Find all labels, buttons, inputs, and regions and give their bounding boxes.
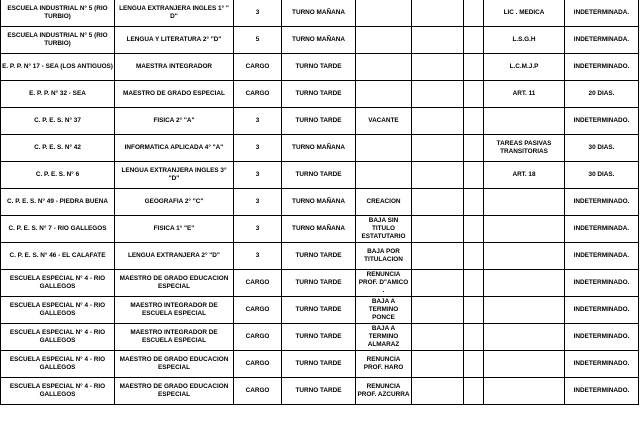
leave-cell [484, 243, 565, 270]
hours-cell: CARGO [234, 351, 282, 378]
empty-cell [464, 270, 484, 297]
reason-cell [356, 0, 412, 27]
hours-cell: CARGO [234, 54, 282, 81]
duration-cell: INDETERMINADO. [565, 54, 639, 81]
school-cell: ESCUELA ESPECIAL N° 4 - RIO GALLEGOS [1, 270, 115, 297]
table-row [1, 270, 639, 297]
reason-cell: BAJA A TERMINO PONCE [356, 297, 412, 324]
reason-cell [356, 162, 412, 189]
empty-cell [464, 324, 484, 351]
reason-cell [356, 135, 412, 162]
shift-cell: TURNO MAÑANA [282, 216, 356, 243]
hours-cell: CARGO [234, 297, 282, 324]
leave-cell [484, 189, 565, 216]
empty-cell [412, 135, 464, 162]
subject-cell: MAESTRO DE GRADO EDUCACION ESPECIAL [115, 351, 234, 378]
shift-cell: TURNO MAÑANA [282, 135, 356, 162]
duration-cell: INDETERMINADA. [565, 243, 639, 270]
hours-cell: 5 [234, 27, 282, 54]
leave-cell: ART. 11 [484, 81, 565, 108]
school-cell: C. P. E. S. N° 46 - EL CALAFATE [1, 243, 115, 270]
empty-cell [412, 270, 464, 297]
subject-cell: MAESTRA INTEGRADOR [115, 54, 234, 81]
empty-cell [464, 108, 484, 135]
table-row [1, 243, 639, 270]
school-cell: E. P. P. N° 32 - SEA [1, 81, 115, 108]
empty-cell [412, 189, 464, 216]
hours-cell: 3 [234, 0, 282, 27]
subject-cell: MAESTRO INTEGRADOR DE ESCUELA ESPECIAL [115, 324, 234, 351]
hours-cell: 3 [234, 243, 282, 270]
empty-cell [412, 0, 464, 27]
school-cell: C. P. E. S. N° 6 [1, 162, 115, 189]
hours-cell: CARGO [234, 270, 282, 297]
shift-cell: TURNO TARDE [282, 297, 356, 324]
duration-cell: 30 DIAS. [565, 135, 639, 162]
empty-cell [412, 324, 464, 351]
empty-cell [464, 243, 484, 270]
subject-cell: MAESTRO DE GRADO ESPECIAL [115, 81, 234, 108]
table-row [1, 297, 639, 324]
shift-cell: TURNO MAÑANA [282, 27, 356, 54]
leave-cell [484, 270, 565, 297]
table-row [1, 81, 639, 108]
duration-cell: INDETERMINADO. [565, 270, 639, 297]
empty-cell [464, 189, 484, 216]
duration-cell: INDETERMINADO. [565, 378, 639, 405]
leave-cell [484, 297, 565, 324]
leave-cell: LIC . MEDICA [484, 0, 565, 27]
empty-cell [412, 378, 464, 405]
hours-cell: 3 [234, 135, 282, 162]
shift-cell: TURNO TARDE [282, 351, 356, 378]
reason-cell: CREACION [356, 189, 412, 216]
empty-cell [412, 162, 464, 189]
empty-cell [464, 297, 484, 324]
table-body [1, 0, 639, 405]
shift-cell: TURNO TARDE [282, 324, 356, 351]
table-row [1, 135, 639, 162]
empty-cell [464, 135, 484, 162]
duration-cell: INDETERMINADA. [565, 216, 639, 243]
shift-cell: TURNO MAÑANA [282, 0, 356, 27]
leave-cell [484, 324, 565, 351]
shift-cell: TURNO TARDE [282, 108, 356, 135]
reason-cell: RENUNCIA PROF. AZCURRA [356, 378, 412, 405]
reason-cell: BAJA POR TITULACION [356, 243, 412, 270]
leave-cell: L.C.M.J.P [484, 54, 565, 81]
school-cell: ESCUELA ESPECIAL N° 4 - RIO GALLEGOS [1, 351, 115, 378]
duration-cell: 30 DIAS. [565, 162, 639, 189]
table-row [1, 351, 639, 378]
school-cell: C. P. E. S. N° 7 - RIO GALLEGOS [1, 216, 115, 243]
empty-cell [464, 378, 484, 405]
subject-cell: MAESTRO DE GRADO EDUCACION ESPECIAL [115, 270, 234, 297]
duration-cell: INDETERMINADO. [565, 351, 639, 378]
table-row [1, 216, 639, 243]
school-cell: C. P. E. S. N° 42 [1, 135, 115, 162]
table-row [1, 162, 639, 189]
subject-cell: MAESTRO INTEGRADOR DE ESCUELA ESPECIAL [115, 297, 234, 324]
empty-cell [464, 162, 484, 189]
duration-cell: INDETERMINADO. [565, 297, 639, 324]
table-row [1, 108, 639, 135]
empty-cell [464, 81, 484, 108]
hours-cell: CARGO [234, 81, 282, 108]
shift-cell: TURNO TARDE [282, 243, 356, 270]
school-cell: ESCUELA ESPECIAL N° 4 - RIO GALLEGOS [1, 324, 115, 351]
duration-cell: INDETERMINADO. [565, 324, 639, 351]
hours-cell: 3 [234, 216, 282, 243]
school-cell: C. P. E. S. N° 37 [1, 108, 115, 135]
empty-cell [412, 216, 464, 243]
duration-cell: INDETERMINADA. [565, 0, 639, 27]
subject-cell: LENGUA EXTRANJERA 2° "D" [115, 243, 234, 270]
reason-cell: BAJA SIN TITULO ESTATUTARIO [356, 216, 412, 243]
empty-cell [464, 0, 484, 27]
subject-cell: INFORMATICA APLICADA 4° "A" [115, 135, 234, 162]
subject-cell: FISICA 1° "E" [115, 216, 234, 243]
subject-cell: LENGUA Y LITERATURA 2° "D" [115, 27, 234, 54]
shift-cell: TURNO TARDE [282, 81, 356, 108]
leave-cell [484, 378, 565, 405]
empty-cell [412, 108, 464, 135]
subject-cell: MAESTRO DE GRADO EDUCACION ESPECIAL [115, 378, 234, 405]
leave-cell: L.S.G.H [484, 27, 565, 54]
empty-cell [412, 297, 464, 324]
empty-cell [464, 351, 484, 378]
hours-cell: 3 [234, 162, 282, 189]
empty-cell [412, 81, 464, 108]
leave-cell [484, 216, 565, 243]
subject-cell: GEOGRAFIA 2° "C" [115, 189, 234, 216]
table-row [1, 0, 639, 27]
empty-cell [464, 54, 484, 81]
empty-cell [464, 27, 484, 54]
hours-cell: 3 [234, 108, 282, 135]
school-cell: ESCUELA INDUSTRIAL N° 5 (RIO TURBIO) [1, 0, 115, 27]
reason-cell: RENUNCIA PROF. D"AMICO . [356, 270, 412, 297]
reason-cell: VACANTE [356, 108, 412, 135]
leave-cell: TAREAS PASIVAS TRANSITORIAS [484, 135, 565, 162]
duration-cell: INDETERMINADO. [565, 189, 639, 216]
empty-cell [412, 27, 464, 54]
empty-cell [412, 351, 464, 378]
school-cell: ESCUELA ESPECIAL N° 4 - RIO GALLEGOS [1, 297, 115, 324]
leave-cell: ART. 18 [484, 162, 565, 189]
reason-cell: BAJA A TERMINO ALMARAZ [356, 324, 412, 351]
hours-cell: CARGO [234, 324, 282, 351]
duration-cell: INDETERMINADA. [565, 27, 639, 54]
empty-cell [464, 216, 484, 243]
school-cell: E. P. P. N° 17 - SEA (LOS ANTIGUOS) [1, 54, 115, 81]
school-cell: ESCUELA ESPECIAL N° 4 - RIO GALLEGOS [1, 378, 115, 405]
duration-cell: INDETERMINADO. [565, 108, 639, 135]
shift-cell: TURNO TARDE [282, 270, 356, 297]
leave-cell [484, 108, 565, 135]
reason-cell: RENUNCIA PROF. HARO [356, 351, 412, 378]
school-cell: C. P. E. S. N° 49 - PIEDRA BUENA [1, 189, 115, 216]
reason-cell [356, 81, 412, 108]
school-cell: ESCUELA INDUSTRIAL N° 5 (RIO TURBIO) [1, 27, 115, 54]
table-row [1, 54, 639, 81]
duration-cell: 20 DIAS. [565, 81, 639, 108]
subject-cell: LENGUA EXTRANJERA INGLES 3° "D" [115, 162, 234, 189]
reason-cell [356, 27, 412, 54]
shift-cell: TURNO TARDE [282, 54, 356, 81]
subject-cell: FISICA 2° "A" [115, 108, 234, 135]
table-row [1, 189, 639, 216]
leave-cell [484, 351, 565, 378]
reason-cell [356, 54, 412, 81]
shift-cell: TURNO MAÑANA [282, 189, 356, 216]
table-row [1, 324, 639, 351]
hours-cell: 3 [234, 189, 282, 216]
empty-cell [412, 243, 464, 270]
table-row [1, 27, 639, 54]
subject-cell: LENGUA EXTRANJERA INGLES 1° " D" [115, 0, 234, 27]
shift-cell: TURNO TARDE [282, 162, 356, 189]
shift-cell: TURNO TARDE [282, 378, 356, 405]
hours-cell: CARGO [234, 378, 282, 405]
table-row [1, 378, 639, 405]
empty-cell [412, 54, 464, 81]
